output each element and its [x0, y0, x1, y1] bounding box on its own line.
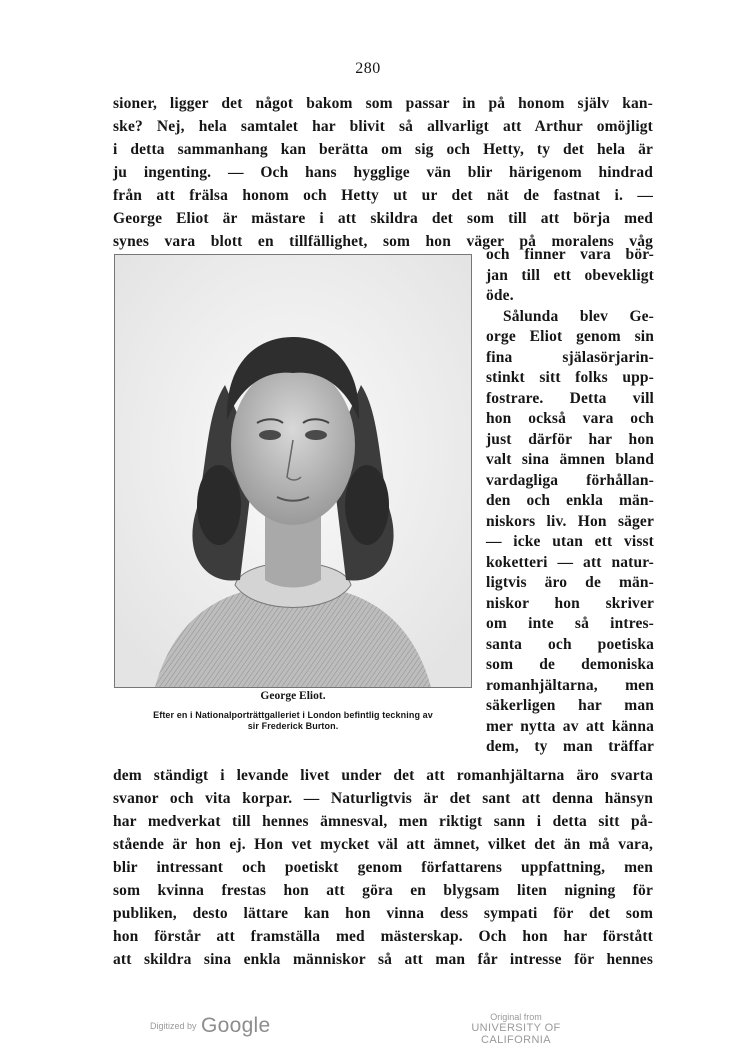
text-line: mer nytta av att känna — [486, 717, 654, 735]
text-line: den och enkla män- — [486, 492, 654, 509]
text-line: fina själasörjarin- — [486, 348, 654, 366]
text-line: ju ingenting. — Och hans hygglige vän blir härigenom hindrad — [113, 164, 653, 181]
text-line: — icke utan ett visst — [486, 533, 654, 550]
text-line: hon också vara och — [486, 410, 654, 427]
text-line: vardagliga förhållan- — [486, 471, 654, 489]
portrait-engraving — [114, 254, 472, 688]
digitized-by-google-watermark — [150, 1014, 271, 1038]
text-line: stinkt sitt folks upp- — [486, 369, 654, 386]
text-line: orge Eliot genom sin — [486, 328, 654, 345]
original-from-label: Original from — [490, 1012, 542, 1022]
text-line: i detta sammanhang kan berätta om sig och Hetty, ty det hela är — [113, 141, 653, 158]
text-line: ske? Nej, hela samtalet har blivit så allvarligt att Arthur omöjligt — [113, 118, 653, 135]
text-line: stående är hon ej. Hon vet mycket väl att ämnet, vilket det än må vara, — [113, 836, 653, 853]
text-line: om inte så intres- — [486, 615, 654, 632]
text-line: jan till ett obevekligt — [486, 266, 654, 284]
text-line: fostrare. Detta vill — [486, 389, 654, 407]
text-line: har medverkat till hennes ämnesval, men riktigt sann i detta sitt på- — [113, 813, 653, 830]
figure-caption-title: George Eliot. — [260, 690, 326, 702]
text-line: från att frälsa honom och Hetty ut ur det nät de fastnat i. — — [113, 187, 653, 204]
text-line: synes vara blott en tillfällighet, som hon väger på moralens våg — [113, 233, 653, 250]
text-line: dem ständigt i levande livet under det att romanhjältarna äro svarta — [113, 767, 653, 784]
university-label: UNIVERSITY OF CALIFORNIA — [471, 1022, 561, 1046]
caption-source-line: sir Frederick Burton. — [247, 721, 339, 731]
text-line: svanor och vita korpar. — Naturligtvis är det sant att denna hänsyn — [113, 790, 653, 807]
text-line: publiken, desto lättare kan hon vinna dess sympati för det som — [113, 905, 653, 922]
text-line: hon förstår att framställa med mästerskap. Och hon har förstått — [113, 928, 653, 945]
text-line: blir intressant och poetiskt genom författarens uppfattning, men — [113, 859, 653, 876]
portrait-illustration — [115, 255, 471, 687]
google-logo: Google — [200, 1014, 271, 1037]
text-line: Sålunda blev Ge- — [503, 307, 654, 325]
text-line: niskors liv. Hon säger — [486, 512, 654, 530]
page-number: 280 — [355, 60, 381, 77]
text-line: att skildra sina enkla människor så att man får intresse för hennes — [113, 951, 653, 968]
text-line: och finner vara bör- — [486, 246, 654, 263]
text-line: niskor hon skriver — [486, 594, 654, 612]
text-line: valt sina ämnen bland — [486, 451, 654, 468]
text-line: ligtvis äro de män- — [486, 574, 654, 591]
digitized-by-label: Digitized by — [150, 1021, 197, 1031]
text-line: dem, ty man träffar — [486, 738, 654, 755]
text-line: just därför har hon — [486, 430, 654, 448]
text-line: som kvinna frestas hon att göra en blygsam liten nigning för — [113, 882, 653, 899]
caption-source-line: Efter en i Nationalporträttgalleriet i London befintlig teckning av — [153, 710, 433, 720]
text-line: som de demoniska — [486, 656, 654, 673]
text-line: romanhjältarna, men — [486, 676, 654, 694]
text-line: öde. — [486, 287, 514, 304]
text-line: sioner, ligger det något bakom som passar in på honom själv kan- — [113, 95, 653, 112]
text-line: säkerligen har man — [486, 697, 654, 714]
text-line: santa och poetiska — [486, 635, 654, 653]
text-line: koketteri — att natur- — [486, 553, 654, 571]
original-source-watermark — [446, 1012, 586, 1046]
text-line: George Eliot är mästare i att skildra det som till att börja med — [113, 210, 653, 227]
figure-caption-source — [114, 710, 472, 732]
